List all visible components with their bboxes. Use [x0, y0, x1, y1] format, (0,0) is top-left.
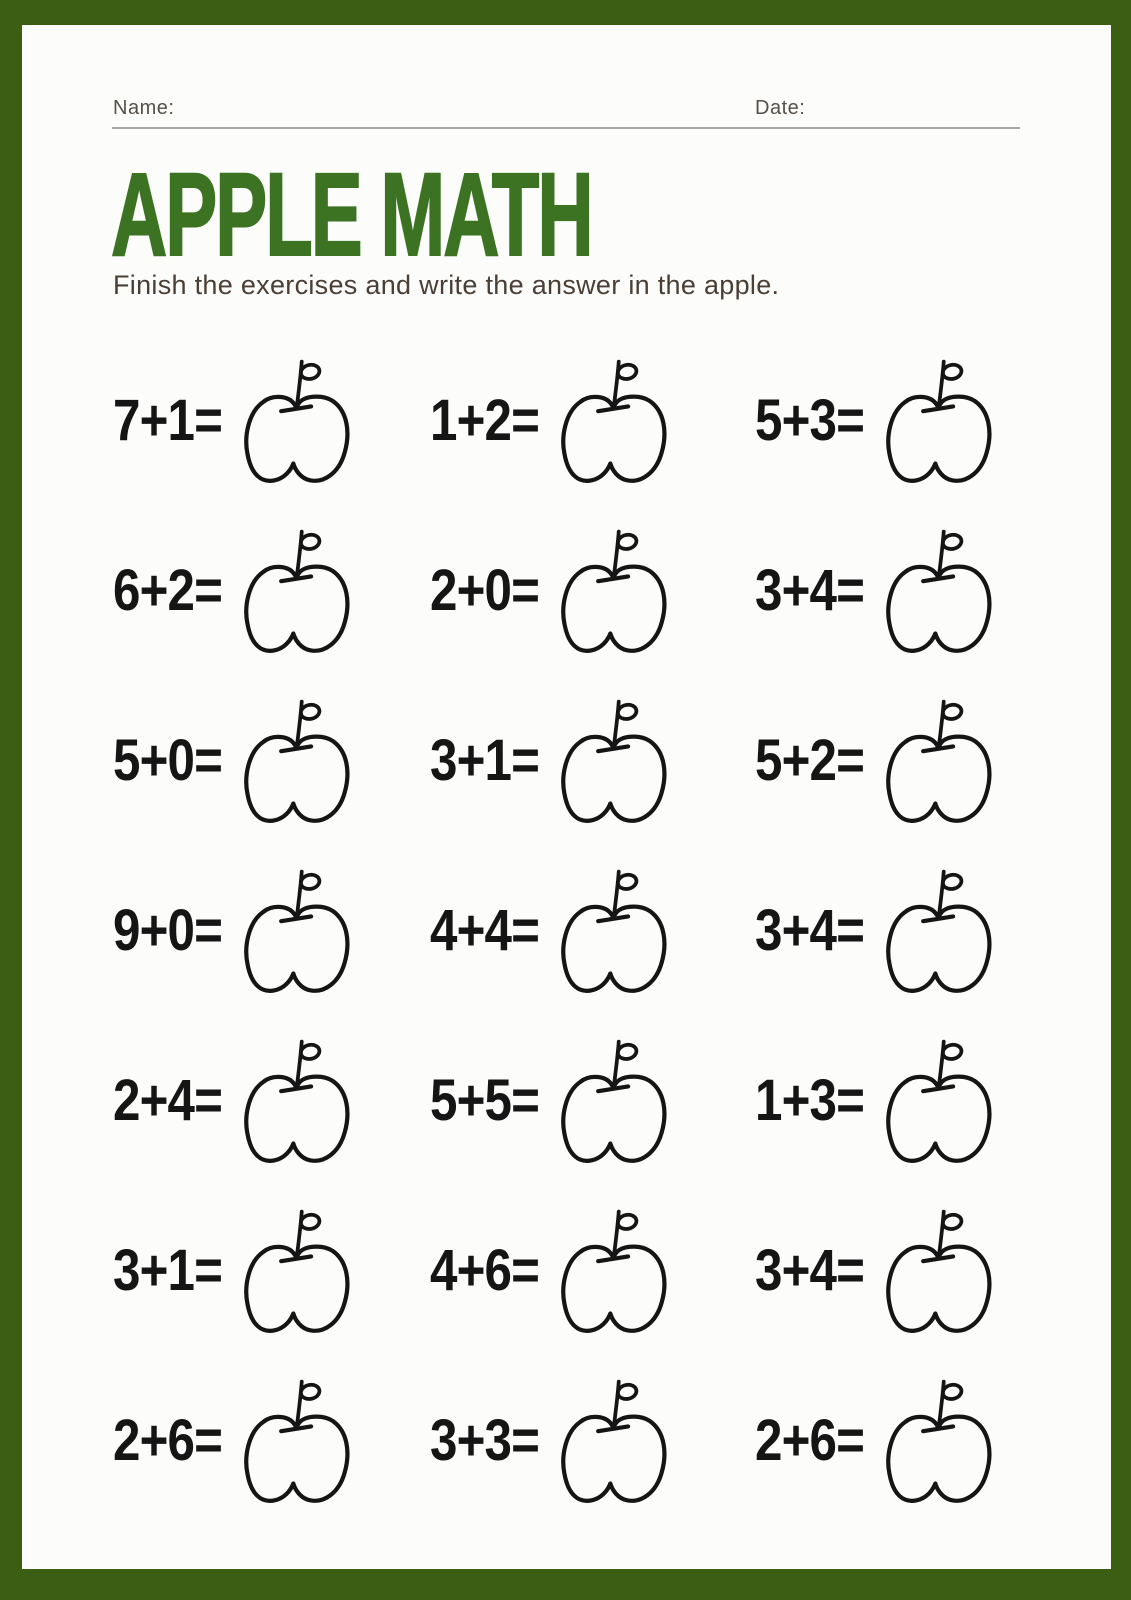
problem-expression: 5+0= — [113, 727, 223, 793]
problem-expression: 9+0= — [113, 897, 223, 963]
problem-expression: 7+1= — [113, 387, 223, 453]
problem-expression: 3+3= — [430, 1407, 540, 1473]
apple-answer-icon — [557, 356, 673, 485]
apple-answer-icon — [882, 866, 998, 995]
problem-item — [755, 1015, 1071, 1185]
problem-item — [755, 1355, 1071, 1525]
apple-answer-icon — [882, 526, 998, 655]
problem-expression: 2+6= — [755, 1407, 865, 1473]
apple-answer-icon — [882, 1036, 998, 1165]
apple-answer-icon — [557, 866, 673, 995]
date-field-label: Date: — [755, 97, 806, 119]
worksheet-instructions: Finish the exercises and write the answer in the apple. — [113, 270, 780, 300]
apple-answer-icon — [240, 866, 356, 995]
problem-item — [430, 505, 755, 675]
apple-answer-icon — [557, 1036, 673, 1165]
problem-item — [113, 675, 430, 845]
apple-answer-icon — [240, 1376, 356, 1505]
worksheet-page — [22, 25, 1111, 1569]
problem-expression: 5+5= — [430, 1067, 540, 1133]
problem-item — [430, 1355, 755, 1525]
problem-item — [430, 845, 755, 1015]
problem-item — [113, 1355, 430, 1525]
apple-answer-icon — [882, 696, 998, 825]
problem-expression: 3+1= — [430, 727, 540, 793]
problems-grid — [113, 335, 1071, 1525]
worksheet-title: APPLE MATH — [111, 149, 592, 281]
problem-expression: 5+2= — [755, 727, 865, 793]
problem-item — [755, 505, 1071, 675]
problem-expression: 4+4= — [430, 897, 540, 963]
problem-item — [755, 335, 1071, 505]
name-field-label: Name: — [113, 97, 175, 119]
problem-expression: 4+6= — [430, 1237, 540, 1303]
problem-expression: 3+4= — [755, 557, 865, 623]
problem-expression: 3+4= — [755, 1237, 865, 1303]
apple-answer-icon — [557, 696, 673, 825]
problem-expression: 2+4= — [113, 1067, 223, 1133]
problem-item — [755, 675, 1071, 845]
problem-item — [755, 845, 1071, 1015]
apple-answer-icon — [557, 526, 673, 655]
apple-answer-icon — [240, 526, 356, 655]
problem-item — [113, 845, 430, 1015]
problem-expression: 2+0= — [430, 557, 540, 623]
problem-expression: 3+4= — [755, 897, 865, 963]
problem-expression: 1+3= — [755, 1067, 865, 1133]
apple-answer-icon — [240, 1036, 356, 1165]
problem-expression: 3+1= — [113, 1237, 223, 1303]
problem-item — [113, 505, 430, 675]
apple-answer-icon — [882, 1206, 998, 1335]
apple-answer-icon — [882, 1376, 998, 1505]
apple-answer-icon — [240, 356, 356, 485]
apple-answer-icon — [240, 1206, 356, 1335]
apple-answer-icon — [240, 696, 356, 825]
problem-item — [430, 1185, 755, 1355]
problem-item — [430, 1015, 755, 1185]
problem-expression: 1+2= — [430, 387, 540, 453]
apple-answer-icon — [882, 356, 998, 485]
problem-item — [755, 1185, 1071, 1355]
problem-expression: 6+2= — [113, 557, 223, 623]
problem-item — [113, 1015, 430, 1185]
problem-item — [430, 335, 755, 505]
apple-answer-icon — [557, 1376, 673, 1505]
problem-expression: 5+3= — [755, 387, 865, 453]
apple-answer-icon — [557, 1206, 673, 1335]
problem-item — [113, 1185, 430, 1355]
problem-item — [113, 335, 430, 505]
problem-expression: 2+6= — [113, 1407, 223, 1473]
problem-item — [430, 675, 755, 845]
header-underline — [112, 127, 1020, 129]
